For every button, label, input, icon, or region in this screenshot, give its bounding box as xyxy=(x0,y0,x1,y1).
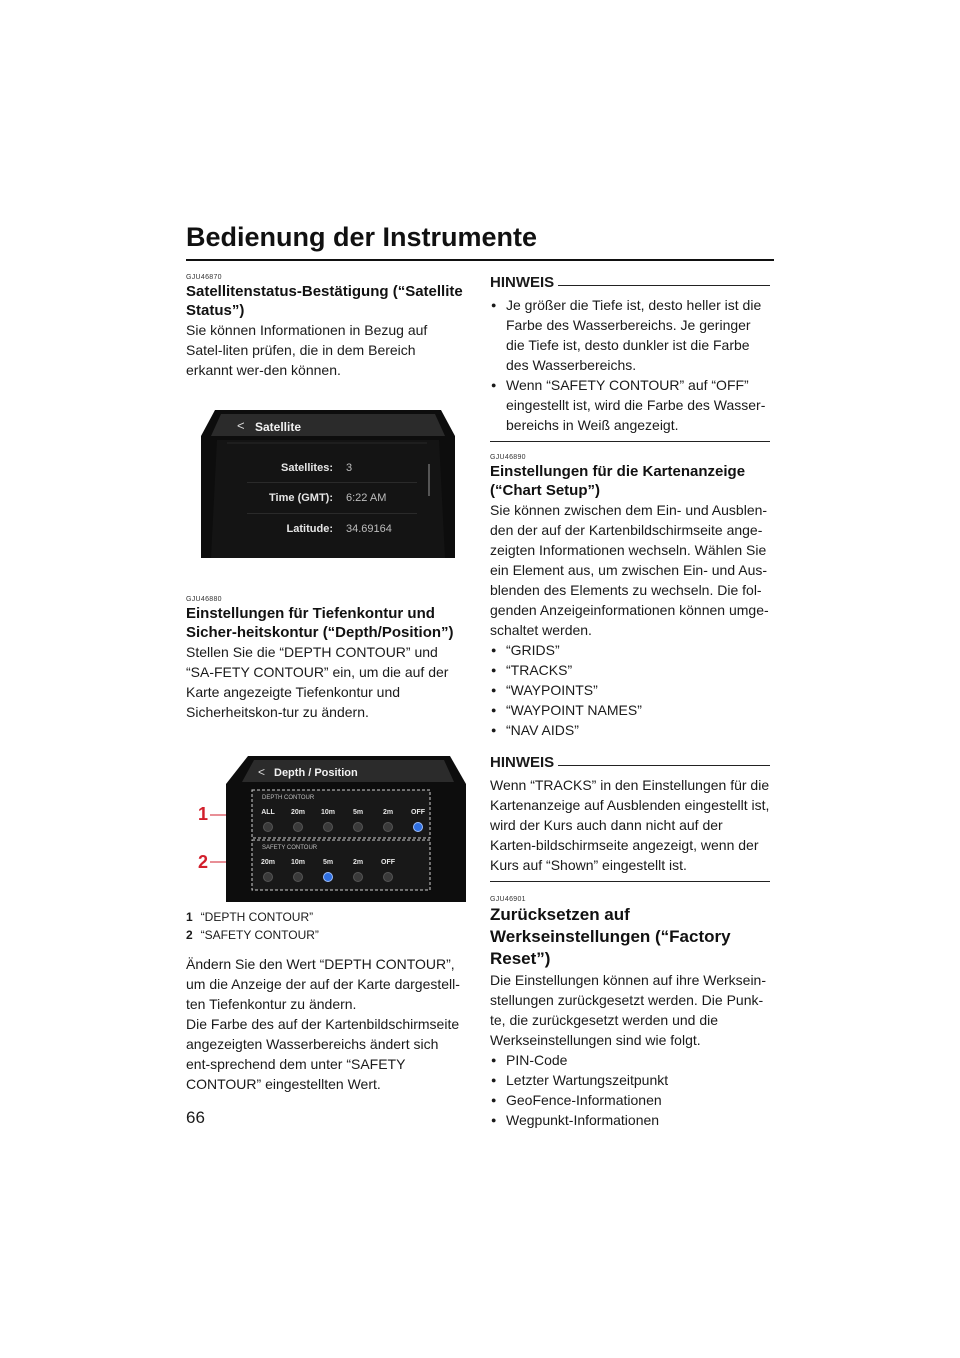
sat-row-value-2: 34.69164 xyxy=(346,523,392,535)
satellite-screen xyxy=(201,410,455,558)
depth-figure xyxy=(186,756,466,902)
sat-row-value-1: 6:22 AM xyxy=(346,492,387,504)
list-item: ● “NAV AIDS” xyxy=(490,720,770,740)
list-item: ● GeoFence-Informationen xyxy=(490,1090,770,1110)
scrollbar xyxy=(428,464,430,496)
hinweis-box-1 xyxy=(490,274,770,442)
section-body-factory-reset: Die Einstellungen können auf ihre Werksein-stellungen zurückgesetzt werden. Die Punk-te, die zurückgesetzt werden und die Werkseinstellungen sind wie folgt. xyxy=(490,972,767,1048)
list-item: ● Wegpunkt-Informationen xyxy=(490,1110,770,1130)
depth-option-label: ALL xyxy=(261,809,275,816)
safety-option-radio[interactable] xyxy=(294,873,303,882)
hinweis-body: Wenn “TRACKS” in den Einstellungen für die Kartenanzeige auf Ausblenden eingestellt ist, wird der Kurs auch dann nicht auf der Karten-bildschirmseite angezeigt, wenn der Kurs auf “Shown” eingestellt ist. xyxy=(490,777,770,873)
depth-option-radio[interactable] xyxy=(354,823,363,832)
safety-option-radio[interactable] xyxy=(324,873,333,882)
depth-option-label: 2m xyxy=(382,809,394,816)
safety-option-label: OFF xyxy=(381,859,395,866)
depth-option-label: 5m xyxy=(352,809,364,816)
depth-option-radio[interactable] xyxy=(264,823,273,832)
section-code: GJU46870 xyxy=(186,274,222,281)
depth-contour-label: DEPTH CONTOUR xyxy=(262,795,315,801)
depth-position-screen xyxy=(186,756,466,902)
paragraph-depth-change: Ändern Sie den Wert “DEPTH CONTOUR”, um die Anzeige der auf der Karte dargestell-ten Tiefenkontur zu ändern. xyxy=(186,956,460,1012)
depth-screen-title: Depth / Position xyxy=(274,767,358,779)
section-code: GJU46901 xyxy=(490,896,526,903)
sat-row-label-2: Latitude: xyxy=(286,523,333,535)
depth-option-label: OFF xyxy=(411,809,425,816)
safety-option-radio[interactable] xyxy=(384,873,393,882)
chart-items-list xyxy=(490,640,770,740)
list-item: ● “WAYPOINTS” xyxy=(490,680,770,700)
section-body-chart-setup: Sie können zwischen dem Ein- und Ausblen-den der auf der Kartenbildschirmseite ange-zeigten Informationen wechseln. Wählen Sie ein Element aus, um zwischen Ein- und Aus-blenden des Elements zu wechseln. Die fol-genden Anzeigeinformationen können umge-schaltet werden. xyxy=(490,502,769,638)
hinweis-box-2 xyxy=(490,754,770,882)
hinweis-title: HINWEIS xyxy=(490,754,555,771)
safety-contour-label: SAFETY CONTOUR xyxy=(262,845,318,851)
callout-item: 1 “DEPTH CONTOUR” xyxy=(186,910,314,924)
hinweis-item: ● Wenn “SAFETY CONTOUR” auf “OFF” eingestellt ist, wird die Farbe des Wasser-bereichs in Weiß angezeigt. xyxy=(490,375,770,435)
callout-number-1: 1 xyxy=(198,804,209,824)
hinweis-item: ● Je größer die Tiefe ist, desto heller ist die Farbe des Wasserbereichs. Je geringer die Tiefe ist, desto dunkler ist die Farbe des Wasserbereichs. xyxy=(490,295,770,375)
callout-item: 2 “SAFETY CONTOUR” xyxy=(186,928,319,942)
paragraph-water-color: Die Farbe des auf der Kartenbildschirmseite angezeigten Wasserbereichs ändert sich ent-sprechend dem unter “SAFETY CONTOUR” eingestellten Wert. xyxy=(186,1016,460,1092)
callout-number-2: 2 xyxy=(198,852,209,872)
section-heading-chart-setup: Einstellungen für die Kartenanzeige (“Chart Setup”) xyxy=(490,463,746,499)
section-heading-satellite: Satellitenstatus-Bestätigung (“Satellite Status”) xyxy=(186,283,463,319)
section-heading-depth: Einstellungen für Tiefenkontur und Sicher-heitskontur (“Depth/Position”) xyxy=(186,605,454,641)
depth-option-radio[interactable] xyxy=(384,823,393,832)
section-body-satellite: Sie können Informationen in Bezug auf Satel-liten prüfen, die in dem Bereich erkannt wer-den können. xyxy=(186,322,428,378)
list-item: ● “WAYPOINT NAMES” xyxy=(490,700,770,720)
section-code: GJU46890 xyxy=(490,454,526,461)
sat-row-label-0: Satellites: xyxy=(281,462,333,474)
safety-option-label: 5m xyxy=(322,859,334,866)
section-heading-factory-reset: Zurücksetzen auf Werkseinstellungen (“Factory Reset”) xyxy=(490,905,731,968)
page-header: Bedienung der Instrumente xyxy=(186,222,774,261)
reset-items-list xyxy=(490,1050,770,1130)
back-chevron-icon: < xyxy=(258,765,266,779)
list-item: ● PIN-Code xyxy=(490,1050,770,1070)
section-body-depth: Stellen Sie die “DEPTH CONTOUR” und “SA-FETY CONTOUR” ein, um die auf der Karte angezeigte Tiefenkontur und Sicherheitskon-tur zu ändern. xyxy=(186,644,449,720)
back-chevron-icon: < xyxy=(237,418,245,433)
page-number: 66 xyxy=(186,1108,205,1127)
right-column xyxy=(490,274,770,1130)
safety-option-radio[interactable] xyxy=(264,873,273,882)
depth-option-radio[interactable] xyxy=(294,823,303,832)
depth-option-radio[interactable] xyxy=(324,823,333,832)
safety-option-radio[interactable] xyxy=(354,873,363,882)
safety-option-label: 2m xyxy=(352,859,364,866)
callout-list xyxy=(186,908,466,944)
depth-option-label: 20m xyxy=(290,809,306,816)
list-item: ● “GRIDS” xyxy=(490,640,770,660)
safety-option-label: 20m xyxy=(260,859,276,866)
section-code: GJU46880 xyxy=(186,596,222,603)
list-item: ● Letzter Wartungszeitpunkt xyxy=(490,1070,770,1090)
satellite-screen-title: Satellite xyxy=(255,420,302,434)
safety-option-label: 10m xyxy=(290,859,306,866)
sat-row-value-0: 3 xyxy=(346,462,353,474)
list-item: ● “TRACKS” xyxy=(490,660,770,680)
depth-option-label: 10m xyxy=(320,809,336,816)
hinweis-title: HINWEIS xyxy=(490,274,555,291)
left-column xyxy=(186,274,466,1094)
depth-option-radio[interactable] xyxy=(414,823,423,832)
sat-row-label-1: Time (GMT): xyxy=(269,492,333,504)
